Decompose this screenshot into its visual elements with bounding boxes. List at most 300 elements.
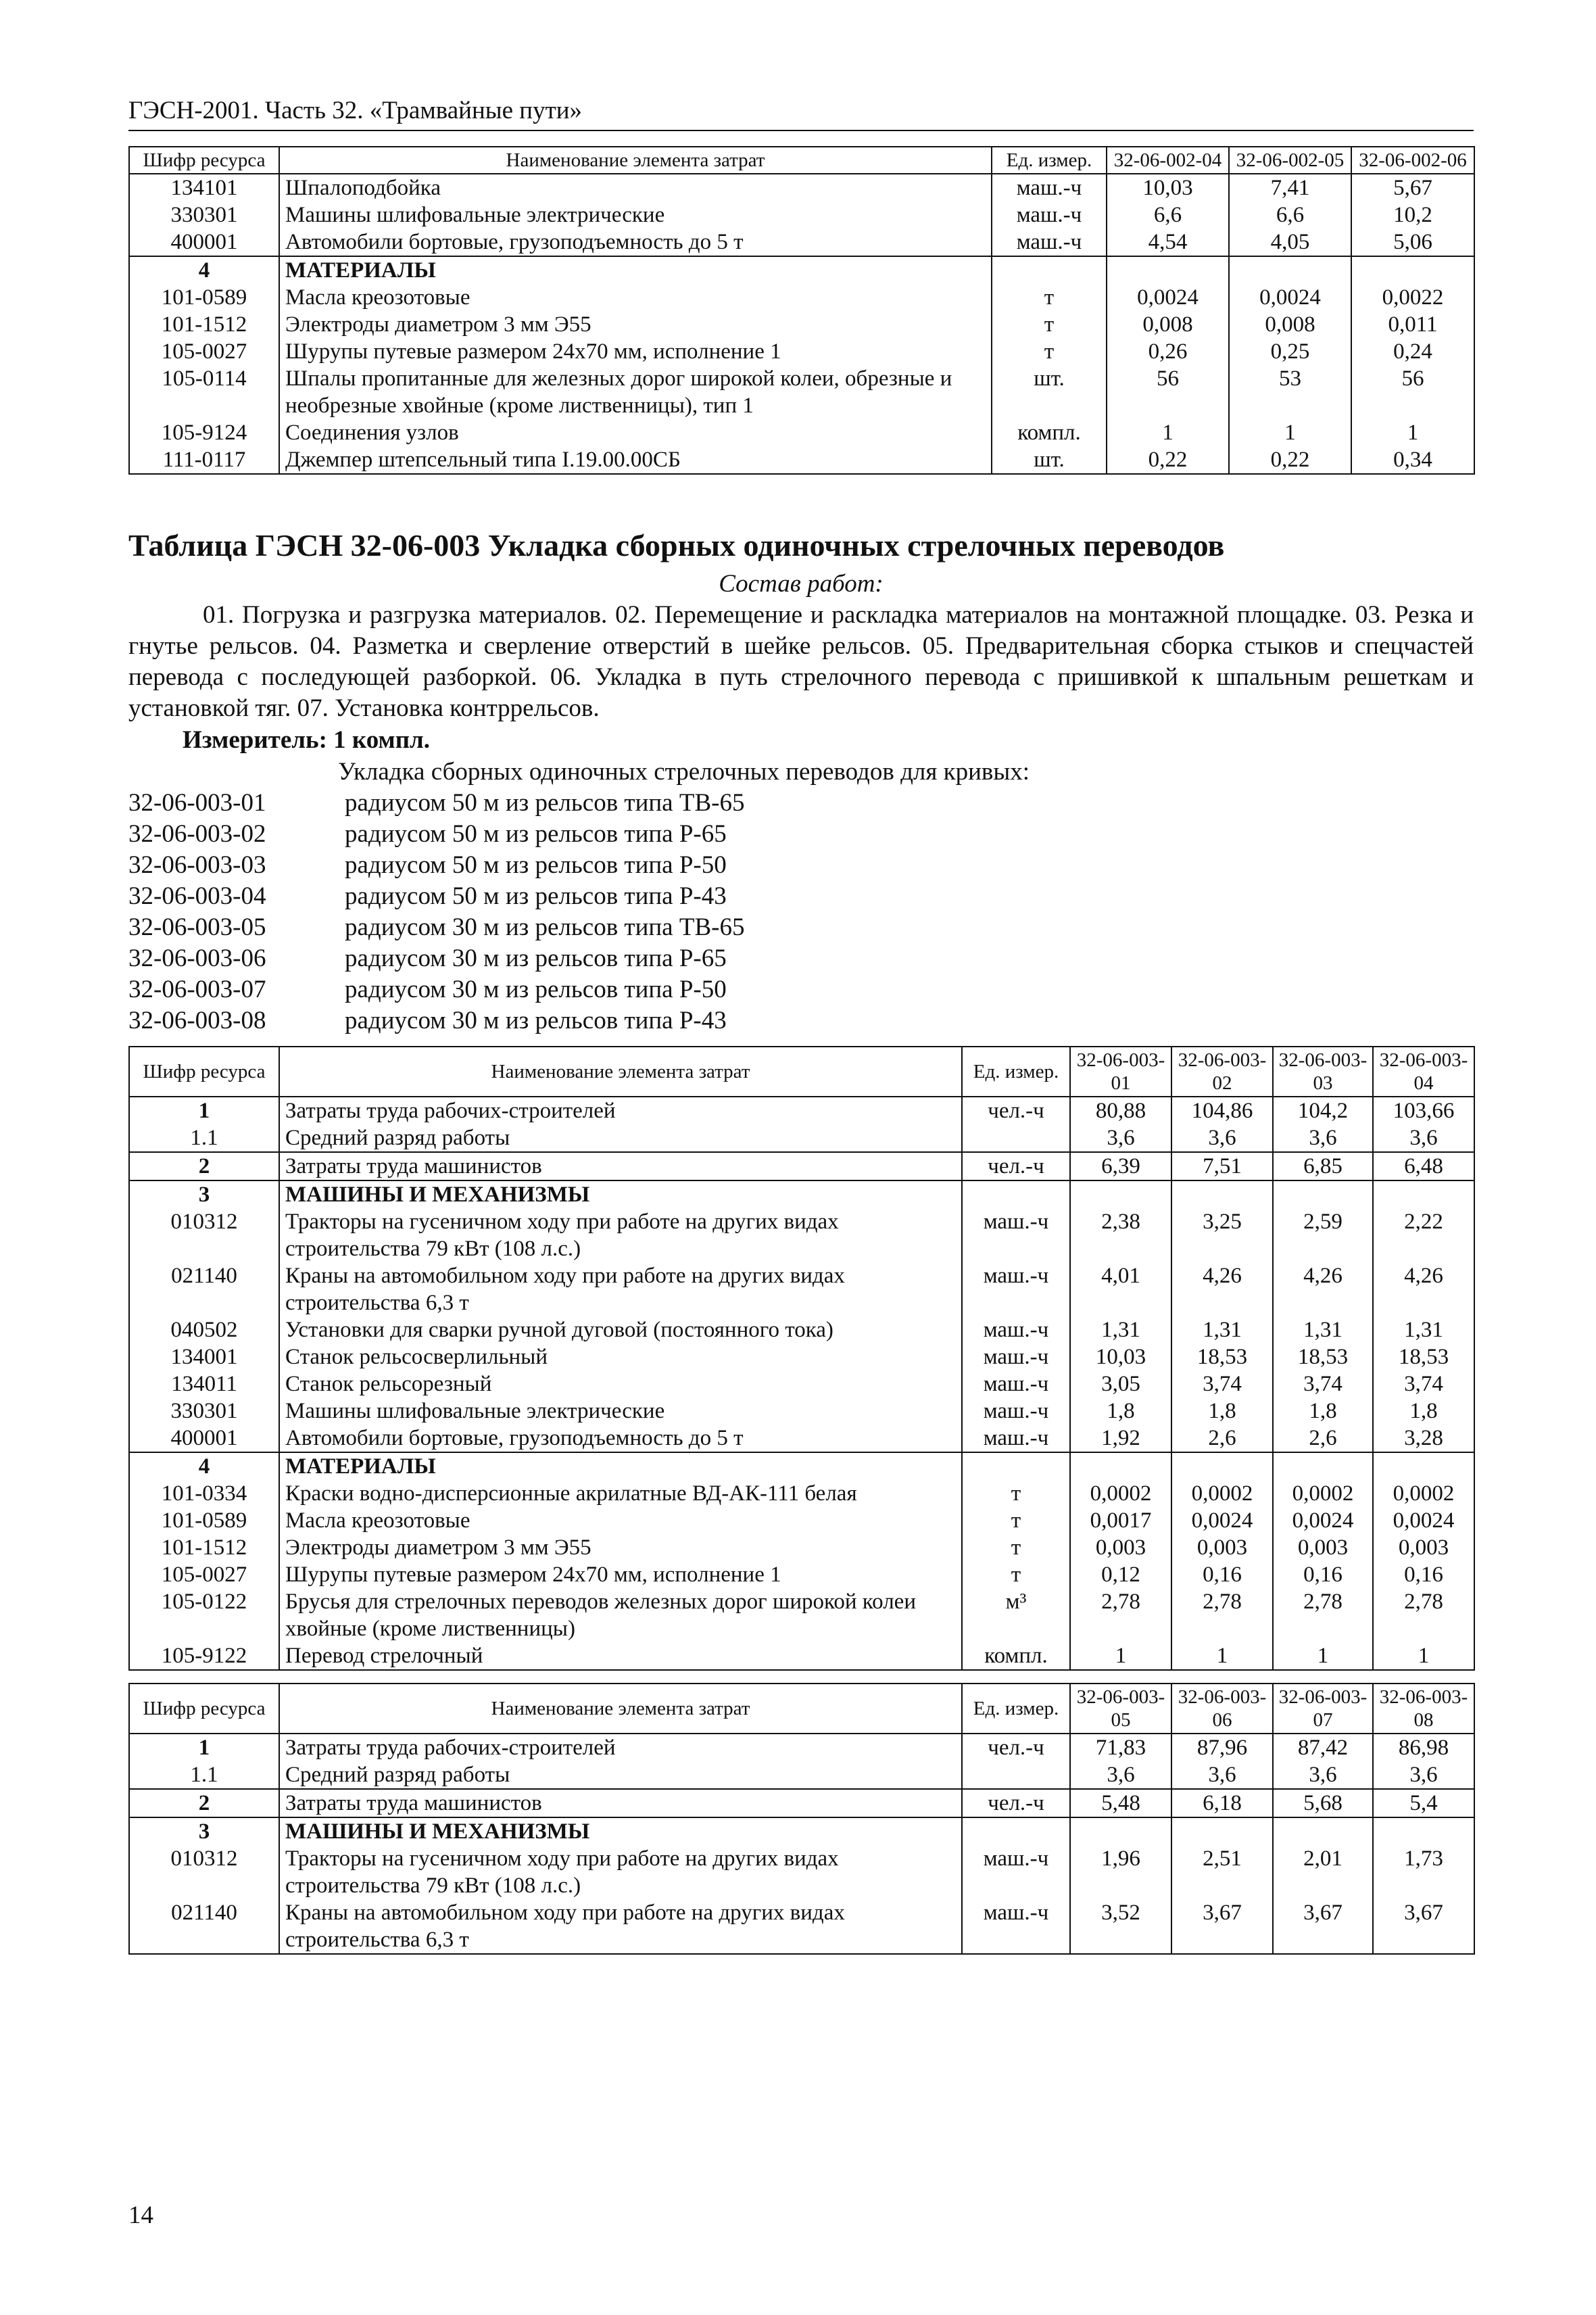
resource-value: 4,26: [1273, 1262, 1373, 1316]
resource-value: 1: [1107, 419, 1229, 446]
resource-code: 105-0114: [129, 365, 279, 419]
resource-name: Машины шлифовальные электрические: [279, 201, 992, 229]
resource-name: Затраты труда рабочих-строителей: [279, 1097, 962, 1124]
col-header-name: Наименование элемента затрат: [279, 1684, 962, 1734]
resource-value: 3,6: [1273, 1124, 1373, 1152]
resource-name: Шпалы пропитанные для железных дорог широкой колеи, обрезные и необрезные хвойные (кроме лиственницы), тип 1: [279, 365, 992, 419]
resource-value: 0,22: [1107, 446, 1229, 474]
resource-unit: маш.-ч: [962, 1316, 1070, 1343]
resource-unit: маш.-ч: [962, 1398, 1070, 1425]
resource-unit: маш.-ч: [962, 1899, 1070, 1954]
resource-unit: маш.-ч: [962, 1370, 1070, 1398]
resource-value: 1: [1351, 419, 1474, 446]
resource-value: 4,26: [1373, 1262, 1474, 1316]
resource-value: 10,2: [1351, 201, 1474, 229]
resource-value: 0,16: [1273, 1561, 1373, 1588]
resource-value: 1,31: [1070, 1316, 1171, 1343]
resource-value: 0,16: [1373, 1561, 1474, 1588]
resource-value: 5,4: [1373, 1789, 1474, 1817]
resource-value: 5,68: [1273, 1789, 1373, 1817]
resource-unit: компл.: [992, 419, 1107, 446]
resource-code: 105-0122: [129, 1588, 279, 1642]
resource-code: 1: [129, 1734, 279, 1761]
resource-unit: [962, 1452, 1070, 1480]
resource-name: Перевод стрелочный: [279, 1642, 962, 1670]
resource-value: 7,51: [1171, 1152, 1273, 1180]
resource-value: 0,16: [1171, 1561, 1273, 1588]
resource-unit: маш.-ч: [962, 1845, 1070, 1899]
resource-value: 1: [1171, 1642, 1273, 1670]
resource-code: 2: [129, 1152, 279, 1180]
resource-name: Станок рельсосверлильный: [279, 1343, 962, 1370]
resource-code: 101-1512: [129, 311, 279, 338]
resource-name: Средний разряд работы: [279, 1761, 962, 1789]
resource-code: 010312: [129, 1208, 279, 1262]
resource-name: Тракторы на гусеничном ходу при работе на других видах строительства 79 кВт (108 л.с.): [279, 1845, 962, 1899]
variant-text: радиусом 50 м из рельсов типа Р-43: [345, 882, 727, 910]
resource-name: Электроды диаметром 3 мм Э55: [279, 311, 992, 338]
resource-value: 0,0024: [1273, 1507, 1373, 1534]
table-row: [129, 1734, 1474, 1761]
resource-code: 105-9124: [129, 419, 279, 446]
resource-unit: компл.: [962, 1642, 1070, 1670]
work-description: 01. Погрузка и разгрузка материалов. 02. Перемещение и раскладка материалов на монтажной площадке. 03. Резка и гнутье рельсов. 04. Разметка и сверление отверстий в шейке рельсов. 05. Предварительная сборка стыков и спецчастей перевода с последующей разборкой. 06. Укладка в путь стрелочного перевода с пришивкой к шпальным решеткам и установкой тяг. 07. Установка контррельсов.: [128, 601, 1474, 722]
resource-value: 3,67: [1273, 1899, 1373, 1954]
resource-code: 101-0334: [129, 1480, 279, 1507]
resource-value: 3,6: [1171, 1761, 1273, 1789]
table-row: [129, 1588, 1474, 1642]
variant-code: 32-06-003-01: [128, 789, 266, 817]
resource-table-003-a: [128, 1046, 1475, 1671]
resource-value: 3,6: [1070, 1124, 1171, 1152]
resource-value: 0,008: [1107, 311, 1229, 338]
resource-value: 1: [1070, 1642, 1171, 1670]
resource-value: 2,22: [1373, 1208, 1474, 1262]
col-header-unit: Ед. измер.: [992, 147, 1107, 174]
resource-value: 1,92: [1070, 1425, 1171, 1452]
col-header-code: Шифр ресурса: [129, 1047, 279, 1097]
resource-name: Краны на автомобильном ходу при работе на других видах строительства 6,3 т: [279, 1899, 962, 1954]
resource-value: 5,06: [1351, 229, 1474, 256]
variants-title: Укладка сборных одиночных стрелочных переводов для кривых:: [338, 758, 1030, 786]
resource-code: 101-1512: [129, 1534, 279, 1561]
col-header-variant: 32-06-002-06: [1351, 147, 1474, 174]
resource-value: 0,34: [1351, 446, 1474, 474]
table-row: [129, 1845, 1474, 1899]
resource-name: Автомобили бортовые, грузоподъемность до 5 т: [279, 1425, 962, 1452]
resource-value: 56: [1351, 365, 1474, 419]
resource-code: 021140: [129, 1262, 279, 1316]
section-row: [129, 1817, 1474, 1845]
table-row: [129, 1152, 1474, 1180]
resource-unit: маш.-ч: [992, 174, 1107, 201]
variant-item: [128, 912, 1474, 943]
resource-code: 040502: [129, 1316, 279, 1343]
work-heading: Состав работ:: [719, 570, 884, 598]
resource-value: 0,0024: [1373, 1507, 1474, 1534]
resource-value: 6,85: [1273, 1152, 1373, 1180]
resource-code: 1.1: [129, 1124, 279, 1152]
resource-value: 18,53: [1171, 1343, 1273, 1370]
resource-value: 3,6: [1171, 1124, 1273, 1152]
resource-value: 2,01: [1273, 1845, 1373, 1899]
resource-value: 0,0002: [1171, 1480, 1273, 1507]
resource-unit: т: [992, 311, 1107, 338]
section-row: [129, 1180, 1474, 1208]
variant-text: радиусом 50 м из рельсов типа ТВ-65: [345, 789, 745, 817]
resource-name: Тракторы на гусеничном ходу при работе на других видах строительства 79 кВт (108 л.с.): [279, 1208, 962, 1262]
resource-value: 6,6: [1107, 201, 1229, 229]
resource-value: [1229, 256, 1351, 284]
resource-code: 134011: [129, 1370, 279, 1398]
resource-value: 1,8: [1070, 1398, 1171, 1425]
col-header-name: Наименование элемента затрат: [279, 147, 992, 174]
table-row: [129, 1761, 1474, 1789]
resource-code: 101-0589: [129, 284, 279, 311]
resource-value: 4,26: [1171, 1262, 1273, 1316]
resource-value: 2,59: [1273, 1208, 1373, 1262]
resource-value: 10,03: [1070, 1343, 1171, 1370]
resource-name: Электроды диаметром 3 мм Э55: [279, 1534, 962, 1561]
resource-value: 0,0024: [1229, 284, 1351, 311]
resource-unit: чел.-ч: [962, 1097, 1070, 1124]
resource-code: 4: [129, 256, 279, 284]
resource-value: 0,12: [1070, 1561, 1171, 1588]
section-row: [129, 256, 1474, 284]
resource-value: 3,6: [1373, 1761, 1474, 1789]
resource-value: 3,52: [1070, 1899, 1171, 1954]
resource-unit: шт.: [992, 365, 1107, 419]
resource-name: МАШИНЫ И МЕХАНИЗМЫ: [279, 1817, 962, 1845]
resource-value: [1171, 1817, 1273, 1845]
col-header-variant: 32-06-002-05: [1229, 147, 1351, 174]
resource-name: Соединения узлов: [279, 419, 992, 446]
resource-value: 53: [1229, 365, 1351, 419]
resource-code: 400001: [129, 229, 279, 256]
resource-value: [1373, 1817, 1474, 1845]
resource-value: 87,42: [1273, 1734, 1373, 1761]
resource-value: [1351, 256, 1474, 284]
table-row: [129, 1561, 1474, 1588]
resource-value: [1273, 1817, 1373, 1845]
resource-unit: т: [992, 338, 1107, 365]
running-head: ГЭСН-2001. Часть 32. «Трамвайные пути»: [128, 95, 1474, 131]
resource-unit: [992, 256, 1107, 284]
variant-item: [128, 819, 1474, 850]
resource-value: 3,6: [1070, 1761, 1171, 1789]
resource-value: 4,05: [1229, 229, 1351, 256]
variant-text: радиусом 30 м из рельсов типа Р-50: [345, 976, 727, 1003]
resource-value: 4,01: [1070, 1262, 1171, 1316]
resource-name: Джемпер штепсельный типа I.19.00.00СБ: [279, 446, 992, 474]
variant-code: 32-06-003-04: [128, 882, 266, 910]
resource-code: 105-0027: [129, 338, 279, 365]
resource-value: 0,25: [1229, 338, 1351, 365]
table-row: [129, 284, 1474, 311]
resource-value: [1171, 1180, 1273, 1208]
resource-value: 18,53: [1373, 1343, 1474, 1370]
resource-value: 2,78: [1070, 1588, 1171, 1642]
resource-value: [1171, 1452, 1273, 1480]
table-title: Таблица ГЭСН 32-06-003 Укладка сборных одиночных стрелочных переводов: [128, 528, 1225, 563]
resource-value: 3,74: [1171, 1370, 1273, 1398]
resource-value: 104,2: [1273, 1097, 1373, 1124]
resource-value: [1070, 1452, 1171, 1480]
resource-value: 104,86: [1171, 1097, 1273, 1124]
resource-value: 1,8: [1373, 1398, 1474, 1425]
resource-value: 1: [1229, 419, 1351, 446]
resource-value: 1: [1273, 1642, 1373, 1670]
resource-name: Шурупы путевые размером 24х70 мм, исполнение 1: [279, 1561, 962, 1588]
table-row: [129, 365, 1474, 419]
section-row: [129, 1452, 1474, 1480]
resource-value: [1373, 1452, 1474, 1480]
resource-name: МАШИНЫ И МЕХАНИЗМЫ: [279, 1180, 962, 1208]
col-header-variant: 32-06-003-01: [1070, 1047, 1171, 1097]
resource-value: 2,78: [1373, 1588, 1474, 1642]
table-row: [129, 1124, 1474, 1152]
col-header-variant: 32-06-003-08: [1373, 1684, 1474, 1734]
col-header-variant: 32-06-003-06: [1171, 1684, 1273, 1734]
variant-code: 32-06-003-02: [128, 820, 266, 848]
resource-value: 3,6: [1273, 1761, 1373, 1789]
resource-unit: маш.-ч: [962, 1425, 1070, 1452]
resource-value: 71,83: [1070, 1734, 1171, 1761]
resource-code: 134001: [129, 1343, 279, 1370]
resource-code: 3: [129, 1180, 279, 1208]
resource-name: Шпалоподбойка: [279, 174, 992, 201]
resource-value: 6,39: [1070, 1152, 1171, 1180]
col-header-name: Наименование элемента затрат: [279, 1047, 962, 1097]
table-row: [129, 1316, 1474, 1343]
resource-value: 3,74: [1273, 1370, 1373, 1398]
col-header-code: Шифр ресурса: [129, 1684, 279, 1734]
resource-value: 5,67: [1351, 174, 1474, 201]
resource-value: 0,003: [1373, 1534, 1474, 1561]
variant-code: 32-06-003-08: [128, 1007, 266, 1034]
variant-item: [128, 788, 1474, 819]
resource-value: 2,78: [1273, 1588, 1373, 1642]
col-header-variant: 32-06-003-07: [1273, 1684, 1373, 1734]
variant-code: 32-06-003-05: [128, 913, 266, 941]
resource-code: 2: [129, 1789, 279, 1817]
document-page: [128, 95, 1474, 1955]
resource-value: 0,0022: [1351, 284, 1474, 311]
resource-value: 3,28: [1373, 1425, 1474, 1452]
resource-value: [1373, 1180, 1474, 1208]
table-row: [129, 419, 1474, 446]
resource-value: 1,31: [1171, 1316, 1273, 1343]
resource-value: 1,31: [1273, 1316, 1373, 1343]
resource-value: 3,6: [1373, 1124, 1474, 1152]
resource-value: 6,18: [1171, 1789, 1273, 1817]
resource-code: 330301: [129, 201, 279, 229]
resource-code: 105-0027: [129, 1561, 279, 1588]
resource-value: [1273, 1180, 1373, 1208]
resource-value: 6,48: [1373, 1152, 1474, 1180]
resource-unit: маш.-ч: [992, 229, 1107, 256]
resource-value: 2,78: [1171, 1588, 1273, 1642]
resource-value: 1,8: [1171, 1398, 1273, 1425]
resource-value: 56: [1107, 365, 1229, 419]
resource-code: 134101: [129, 174, 279, 201]
table-row: [129, 1097, 1474, 1124]
resource-code: 1: [129, 1097, 279, 1124]
table-row: [129, 311, 1474, 338]
resource-value: 5,48: [1070, 1789, 1171, 1817]
resource-name: Затраты труда рабочих-строителей: [279, 1734, 962, 1761]
col-header-variant: 32-06-002-04: [1107, 147, 1229, 174]
resource-name: Масла креозотовые: [279, 284, 992, 311]
resource-value: 3,74: [1373, 1370, 1474, 1398]
measure-unit: Измеритель: 1 компл.: [183, 726, 431, 754]
variant-text: радиусом 30 м из рельсов типа Р-65: [345, 945, 727, 972]
table-row: [129, 1642, 1474, 1670]
resource-value: 0,0024: [1171, 1507, 1273, 1534]
resource-value: 2,38: [1070, 1208, 1171, 1262]
page-number: 14: [128, 2201, 153, 2229]
resource-value: 10,03: [1107, 174, 1229, 201]
resource-value: 103,66: [1373, 1097, 1474, 1124]
resource-value: 2,6: [1273, 1425, 1373, 1452]
resource-value: 1: [1373, 1642, 1474, 1670]
resource-value: 86,98: [1373, 1734, 1474, 1761]
variant-item: [128, 1005, 1474, 1036]
resource-table-002: [128, 146, 1475, 475]
resource-unit: маш.-ч: [962, 1208, 1070, 1262]
resource-value: 6,6: [1229, 201, 1351, 229]
variant-item: [128, 850, 1474, 881]
resource-value: 0,011: [1351, 311, 1474, 338]
variant-code: 32-06-003-06: [128, 945, 266, 972]
table-row: [129, 201, 1474, 229]
resource-value: 0,0024: [1107, 284, 1229, 311]
variant-text: радиусом 50 м из рельсов типа Р-50: [345, 851, 727, 879]
resource-value: [1070, 1180, 1171, 1208]
resource-code: 010312: [129, 1845, 279, 1899]
resource-value: 7,41: [1229, 174, 1351, 201]
resource-value: 0,003: [1070, 1534, 1171, 1561]
resource-name: Масла креозотовые: [279, 1507, 962, 1534]
resource-value: 3,67: [1171, 1899, 1273, 1954]
table-row: [129, 174, 1474, 201]
col-header-code: Шифр ресурса: [129, 147, 279, 174]
resource-value: 2,51: [1171, 1845, 1273, 1899]
resource-value: 1,31: [1373, 1316, 1474, 1343]
resource-value: 0,008: [1229, 311, 1351, 338]
variant-item: [128, 974, 1474, 1005]
variant-item: [128, 943, 1474, 974]
resource-unit: чел.-ч: [962, 1152, 1070, 1180]
resource-code: 021140: [129, 1899, 279, 1954]
resource-unit: м³: [962, 1588, 1070, 1642]
resource-unit: маш.-ч: [992, 201, 1107, 229]
resource-unit: [962, 1761, 1070, 1789]
resource-unit: т: [962, 1480, 1070, 1507]
col-header-unit: Ед. измер.: [962, 1684, 1070, 1734]
table-row: [129, 1262, 1474, 1316]
resource-value: 80,88: [1070, 1097, 1171, 1124]
resource-value: 3,67: [1373, 1899, 1474, 1954]
resource-value: 0,0002: [1273, 1480, 1373, 1507]
table-row: [129, 446, 1474, 474]
resource-name: Станок рельсорезный: [279, 1370, 962, 1398]
resource-value: 0,22: [1229, 446, 1351, 474]
resource-unit: [962, 1180, 1070, 1208]
resource-code: 4: [129, 1452, 279, 1480]
resource-unit: маш.-ч: [962, 1262, 1070, 1316]
resource-value: 0,24: [1351, 338, 1474, 365]
table-row: [129, 1899, 1474, 1954]
resource-unit: т: [962, 1561, 1070, 1588]
variant-text: радиусом 30 м из рельсов типа ТВ-65: [345, 913, 745, 941]
resource-name: МАТЕРИАЛЫ: [279, 256, 992, 284]
resource-unit: т: [962, 1507, 1070, 1534]
resource-name: Затраты труда машинистов: [279, 1789, 962, 1817]
resource-value: 1,8: [1273, 1398, 1373, 1425]
resource-unit: чел.-ч: [962, 1789, 1070, 1817]
resource-code: 330301: [129, 1398, 279, 1425]
table-row: [129, 1370, 1474, 1398]
resource-value: 87,96: [1171, 1734, 1273, 1761]
resource-value: 1,96: [1070, 1845, 1171, 1899]
table-row: [129, 1398, 1474, 1425]
resource-value: 3,25: [1171, 1208, 1273, 1262]
variants-list: [128, 788, 1474, 1036]
resource-code: 1.1: [129, 1761, 279, 1789]
resource-name: Машины шлифовальные электрические: [279, 1398, 962, 1425]
resource-value: [1070, 1817, 1171, 1845]
resource-name: Автомобили бортовые, грузоподъемность до 5 т: [279, 229, 992, 256]
resource-name: Установки для сварки ручной дуговой (постоянного тока): [279, 1316, 962, 1343]
resource-name: МАТЕРИАЛЫ: [279, 1452, 962, 1480]
resource-value: 3,05: [1070, 1370, 1171, 1398]
resource-unit: маш.-ч: [962, 1343, 1070, 1370]
col-header-variant: 32-06-003-03: [1273, 1047, 1373, 1097]
resource-name: Краны на автомобильном ходу при работе на других видах строительства 6,3 т: [279, 1262, 962, 1316]
resource-code: 400001: [129, 1425, 279, 1452]
resource-value: [1107, 256, 1229, 284]
resource-value: 1,73: [1373, 1845, 1474, 1899]
col-header-unit: Ед. измер.: [962, 1047, 1070, 1097]
table-row: [129, 229, 1474, 256]
col-header-variant: 32-06-003-02: [1171, 1047, 1273, 1097]
variant-code: 32-06-003-07: [128, 976, 266, 1003]
table-row: [129, 1507, 1474, 1534]
resource-value: 0,0017: [1070, 1507, 1171, 1534]
variant-text: радиусом 50 м из рельсов типа Р-65: [345, 820, 727, 848]
resource-value: 0,0002: [1373, 1480, 1474, 1507]
resource-unit: шт.: [992, 446, 1107, 474]
table-row: [129, 1208, 1474, 1262]
resource-name: Затраты труда машинистов: [279, 1152, 962, 1180]
resource-name: Шурупы путевые размером 24х70 мм, исполнение 1: [279, 338, 992, 365]
resource-unit: [962, 1124, 1070, 1152]
variant-text: радиусом 30 м из рельсов типа Р-43: [345, 1007, 727, 1034]
col-header-variant: 32-06-003-04: [1373, 1047, 1474, 1097]
table-row: [129, 338, 1474, 365]
variant-code: 32-06-003-03: [128, 851, 266, 879]
table-row: [129, 1480, 1474, 1507]
table-row: [129, 1789, 1474, 1817]
resource-unit: т: [992, 284, 1107, 311]
resource-unit: т: [962, 1534, 1070, 1561]
resource-value: 0,26: [1107, 338, 1229, 365]
resource-unit: чел.-ч: [962, 1734, 1070, 1761]
resource-code: 101-0589: [129, 1507, 279, 1534]
resource-unit: [962, 1817, 1070, 1845]
table-row: [129, 1534, 1474, 1561]
